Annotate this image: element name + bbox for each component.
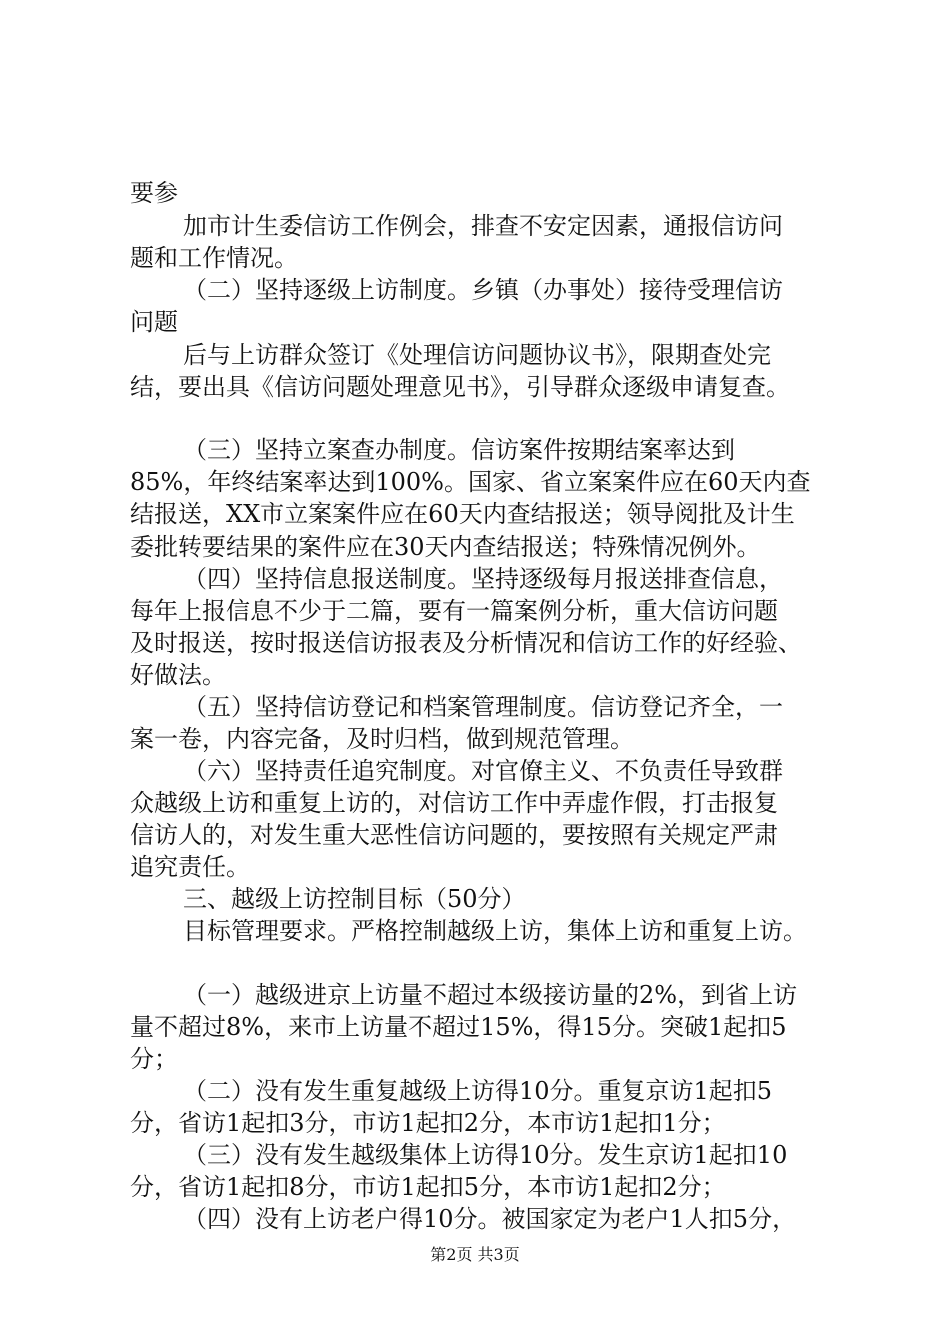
text-line: 每年上报信息不少于二篇，要有一篇案例分析，重大信访问题 — [130, 597, 778, 625]
text-line: 量不超过8%，来市上访量不超过15%，得15分。突破1起扣5 — [130, 1013, 787, 1041]
text-line: （四）坚持信息报送制度。坚持逐级每月报送排查信息， — [183, 565, 783, 593]
text-line: 加市计生委信访工作例会，排查不安定因素，通报信访问 — [183, 212, 783, 240]
text-line: 目标管理要求。严格控制越级上访，集体上访和重复上访。 — [183, 917, 807, 945]
text-line: 信访人的，对发生重大恶性信访问题的，要按照有关规定严肃 — [130, 821, 778, 849]
text-line: （二）坚持逐级上访制度。乡镇（办事处）接待受理信访 — [183, 276, 783, 304]
text-line: （二）没有发生重复越级上访得10分。重复京访1起扣5 — [183, 1077, 773, 1105]
text-line: 要参 — [130, 179, 178, 207]
text-line: （三）坚持立案查办制度。信访案件按期结案率达到 — [183, 436, 735, 464]
text-line: 分； — [130, 1045, 178, 1073]
text-line: 委批转要结果的案件应在30天内查结报送；特殊情况例外。 — [130, 533, 761, 561]
page-footer: 第2页 共3页 — [430, 1245, 520, 1264]
text-line: （三）没有发生越级集体上访得10分。发生京访1起扣10 — [183, 1141, 788, 1169]
text-line: 后与上访群众签订《处理信访问题协议书》，限期查处完 — [183, 341, 771, 369]
text-line: 结，要出具《信访问题处理意见书》，引导群众逐级申请复查。 — [130, 373, 790, 401]
text-line: 85%，年终结案率达到100%。国家、省立案案件应在60天内查 — [130, 468, 811, 496]
text-line: 好做法。 — [130, 661, 226, 689]
text-line: （五）坚持信访登记和档案管理制度。信访登记齐全，一 — [183, 693, 783, 721]
text-line: 众越级上访和重复上访的，对信访工作中弄虚作假，打击报复 — [130, 789, 778, 817]
text-line: 及时报送，按时报送信访报表及分析情况和信访工作的好经验、 — [130, 629, 802, 657]
text-line: （一）越级进京上访量不超过本级接访量的2%，到省上访 — [183, 981, 798, 1009]
text-line: 题和工作情况。 — [130, 244, 298, 272]
text-line: （四）没有上访老户得10分。被国家定为老户1人扣5分， — [183, 1205, 797, 1233]
text-line: 案一卷，内容完备，及时归档，做到规范管理。 — [130, 725, 634, 753]
text-line: （六）坚持责任追究制度。对官僚主义、不负责任导致群 — [183, 757, 783, 785]
text-line: 分，省访1起扣8分，市访1起扣5分，本市访1起扣2分； — [130, 1173, 726, 1201]
text-line: 结报送，XX市立案案件应在60天内查结报送；领导阅批及计生 — [130, 500, 795, 528]
text-line: 问题 — [130, 308, 178, 336]
text-line: 追究责任。 — [130, 853, 250, 881]
text-line: 分，省访1起扣3分，市访1起扣2分，本市访1起扣1分； — [130, 1109, 726, 1137]
section-heading: 三、越级上访控制目标（50分） — [183, 885, 526, 913]
